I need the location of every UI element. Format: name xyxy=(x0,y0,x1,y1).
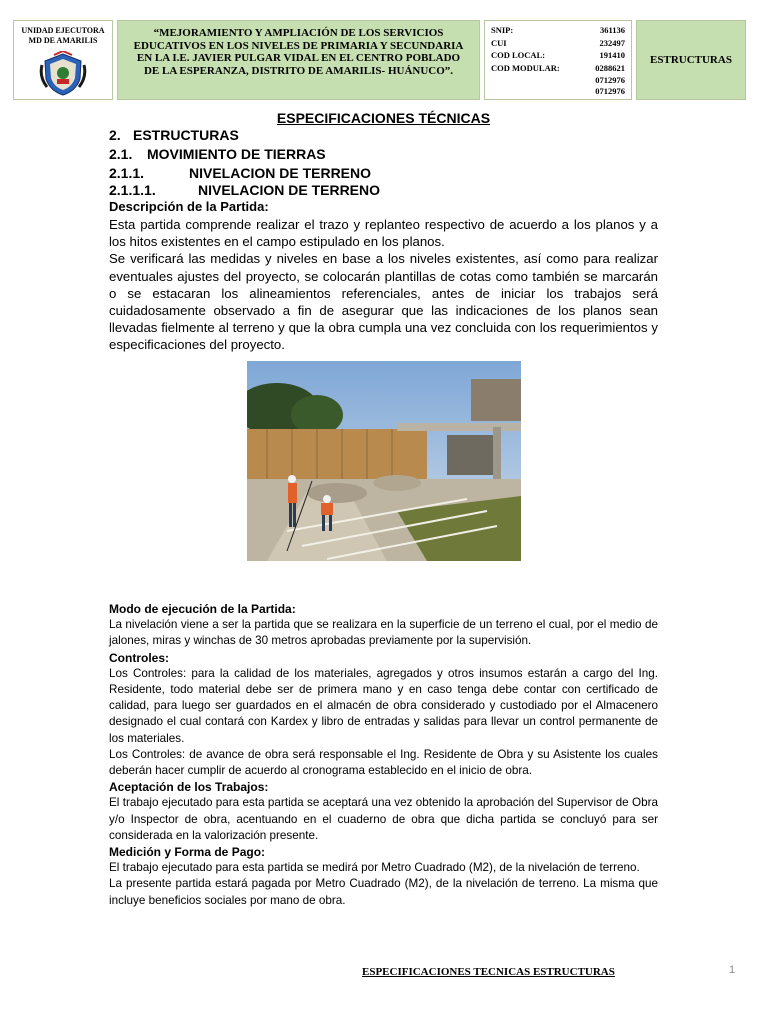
code-row-cui: CUI 232497 xyxy=(491,37,625,48)
medicion-paragraph-2: La presente partida estará pagada por Metro Cuadrado (M2), de la nivelación de terreno. La misma que incluye beneficios sociales por mano de obra. xyxy=(109,877,658,907)
heading-nivelacion-terreno: 2.1.1. NIVELACION DE TERRENO xyxy=(109,165,372,181)
unit-name: UNIDAD EJECUTORA MD DE AMARILIS xyxy=(21,26,105,45)
modo-ejecucion-paragraph: La nivelación viene a ser la partida que se realizara en la superficie de un terreno el cual, por el medio de jalones, miras y winchas de 30 metros aprobadas previamente por la supervisión. xyxy=(109,618,658,648)
modo-ejecucion-label: Modo de ejecución de la Partida: xyxy=(109,602,296,616)
section-label: ESTRUCTURAS xyxy=(650,54,732,66)
heading-movimiento-tierras: 2.1. MOVIMIENTO DE TIERRAS xyxy=(109,146,326,162)
project-title: “MEJORAMIENTO Y AMPLIACIÓN DE LOS SERVICIOS EDUCATIVOS EN LOS NIVELES DE PRIMARIA Y SECUNDARIA EN LA I.E. JAVIER PULGAR VIDAL EN EL CENTRO POBLADO DE LA ESPERANZA, DISTRITO DE AMARILIS- HUÁNUCO”. xyxy=(133,27,464,77)
descripcion-label: Descripción de la Partida: xyxy=(109,199,269,214)
code-extra-1: 0712976 xyxy=(595,75,625,85)
aceptacion-label: Aceptación de los Trabajos: xyxy=(109,780,269,795)
aceptacion-paragraph: El trabajo ejecutado para esta partida se aceptará una vez obtenido la aprobación del Supervisor de Obra y/o Inspector de obra, acentuando en el cuaderno de obra que dicha partida se concluyó para ser considerada en la valorización presente. xyxy=(109,796,658,842)
project-title-box xyxy=(117,20,480,100)
section-box xyxy=(636,20,746,100)
heading-estructuras: 2. ESTRUCTURAS xyxy=(109,127,239,143)
controles-paragraph-2: Los Controles: de avance de obra será responsable el Ing. Residente de Obra y su Asistente los cuales deberán hacer cumplir de acuerdo al cronograma establecido en el inicio de obra. xyxy=(109,747,658,778)
medicion-paragraph-1: El trabajo ejecutado para esta partida se medirá por Metro Cuadrado (M2), de la nivelación de terreno. xyxy=(109,861,640,875)
page-number: 1 xyxy=(729,964,736,976)
controles-paragraph-1: Los Controles: para la calidad de los materiales, agregados y otros insumos estarán a cargo del Ing. Residente, todo material debe ser de primera mano y en caso tenga debe contar con certificado de calidad, para luego ser guardados en el almacén de obra considerado y custodiado por el Almacenero designado el cual contará con Kardex y libro de entradas y salidas para llevar un control permanente de los materiales. xyxy=(109,666,658,745)
construction-site-photo xyxy=(247,361,521,561)
descripcion-paragraph-2: Se verificará las medidas y niveles en base a los niveles existentes, así como para realizar eventuales ajustes del proyecto, se colocarán plantillas de cotas como también se marcarán o se estacaran los alineamientos referenciales, antes de iniciar los trabajos será cuidadosamente observado a fin de asegurar que las indicaciones de los planos sean llevadas fielmente al terreno y que la obra cumpla una vez concluida con los requerimientos y especificaciones del proyecto. xyxy=(109,251,658,353)
project-codes-box xyxy=(484,20,632,100)
descripcion-paragraph-1: Esta partida comprende realizar el trazo y replanteo respectivo de acuerdo a los planos y a los hitos existentes en el campo estipulado en los planos. xyxy=(109,217,658,250)
controles-label: Controles: xyxy=(109,650,169,665)
page-footer: ESPECIFICACIONES TECNICAS ESTRUCTURAS xyxy=(362,966,615,978)
code-row-snip: SNIP: 361136 xyxy=(491,25,625,35)
descripcion-section xyxy=(109,216,658,354)
medicion-label: Medición y Forma de Pago: xyxy=(109,845,266,860)
executing-unit-box xyxy=(13,20,113,100)
code-extra-2: 0712976 xyxy=(595,85,625,96)
heading-nivelacion-terreno-item: 2.1.1.1. NIVELACION DE TERRENO xyxy=(109,182,381,198)
municipal-seal-icon xyxy=(38,51,88,97)
execution-section xyxy=(109,601,658,909)
document-title: ESPECIFICACIONES TÉCNICAS xyxy=(276,110,491,126)
code-row-cod-modular: COD MODULAR: 0288621 xyxy=(491,62,625,73)
code-row-cod-local: COD LOCAL: 191410 xyxy=(491,50,625,60)
